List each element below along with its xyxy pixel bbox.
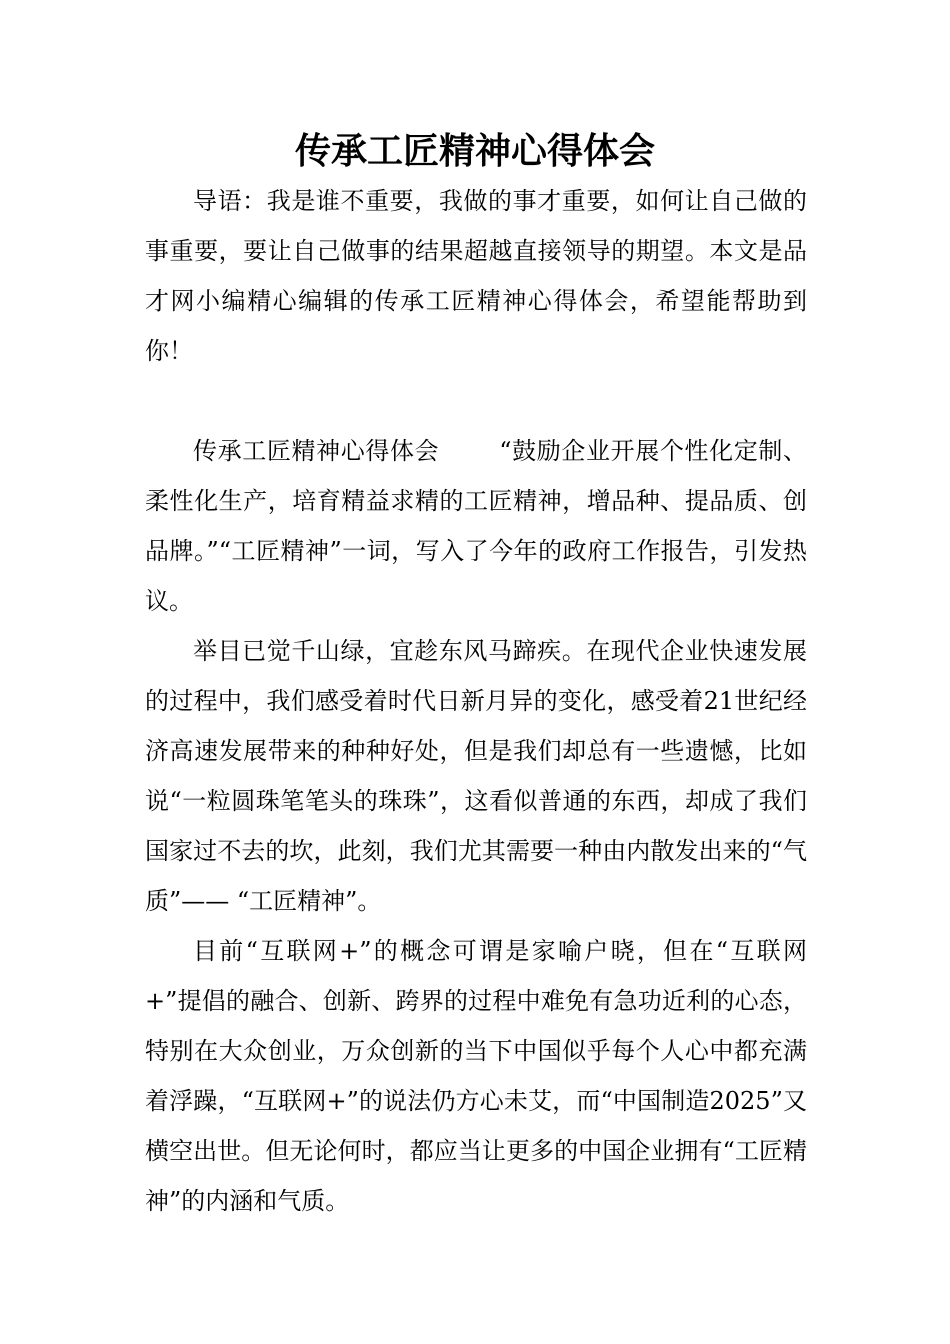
document-title: 传承工匠精神心得体会 [294,130,655,172]
blank-line [145,376,807,426]
third-paragraph: 目前“互联网+”的概念可谓是家喻户晓，但在“互联网+”提倡的融合、创新、跨界的过程中难免有急功近利的心态，特别在大众创业，万众创新的当下中国似乎每个人心中都充满着浮躁，“互联网+”的说法仍方心未艾，而“中国制造2025”又横空出世。但无论何时，都应当让更多的中国企业拥有“工匠精神”的内涵和气质。 [145,937,807,1215]
first-paragraph [145,426,807,626]
document-body [145,176,807,1226]
first-paragraph-text: “鼓励企业开展个性化定制、柔性化生产，培育精益求精的工匠精神，增品种、提品质、创品牌。”“工匠精神”一词，写入了今年的政府工作报告，引发热议。 [145,437,808,615]
section-heading: 传承工匠精神心得体会 [193,437,440,465]
second-paragraph: 举目已觉千山绿，宜趁东风马蹄疾。在现代企业快速发展的过程中，我们感受着时代日新月异的变化，感受着21世纪经济高速发展带来的种种好处，但是我们却总有一些遗憾，比如说“一粒圆珠笔笔头的珠珠”，这看似普通的东西，却成了我们国家过不去的坎，此刻，我们尤其需要一种由内散发出来的“气质”—— “工匠精神”。 [145,637,807,915]
intro-paragraph: 导语：我是谁不重要，我做的事才重要，如何让自己做的事重要，要让自己做事的结果超越直接领导的期望。本文是品才网小编精心编辑的传承工匠精神心得体会，希望能帮助到你！ [145,187,807,365]
